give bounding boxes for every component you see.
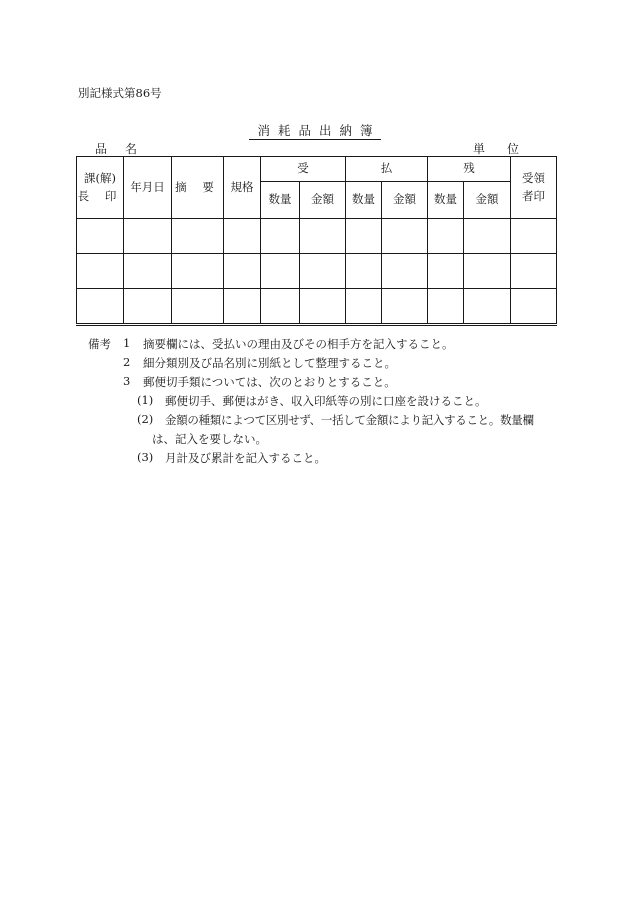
- header-pay-amount: 金額: [382, 182, 428, 219]
- header-section-head-line2: 長 印: [77, 188, 123, 203]
- header-receive-amount: 金額: [300, 182, 346, 219]
- note-2-text: 細分類別及び品名別に別紙として整理すること。: [143, 356, 396, 370]
- header-section-head: [77, 157, 124, 219]
- note-3-text: 郵便切手類については、次のとおりとすること。: [143, 375, 396, 389]
- table-row: [77, 289, 557, 325]
- note-1-number: 1: [123, 336, 131, 350]
- header-group-pay: 払: [346, 157, 428, 182]
- header-summary: 摘 要: [172, 157, 224, 219]
- form-number: 別記様式第86号: [78, 86, 162, 100]
- ledger-table: [76, 156, 557, 326]
- subnote-2-number: (2): [137, 412, 154, 426]
- note-3-number: 3: [123, 374, 131, 388]
- header-receiver: [511, 157, 557, 219]
- header-receiver-line1: 受領: [522, 171, 545, 186]
- subnote-1-number: (1): [137, 393, 154, 407]
- header-receiver-line2: 者印: [522, 188, 545, 203]
- subnote-3-number: (3): [137, 450, 154, 464]
- header-group-balance: 残: [428, 157, 511, 182]
- note-1-text: 摘要欄には、受払いの理由及びその相手方を記入すること。: [143, 337, 454, 351]
- table-row: [77, 219, 557, 254]
- table-row: [77, 254, 557, 289]
- page-title: [0, 121, 630, 139]
- header-date: 年月日: [124, 157, 172, 219]
- header-balance-qty: 数量: [428, 182, 464, 219]
- note-2-number: 2: [123, 355, 131, 369]
- item-name-label: 品名: [95, 142, 156, 156]
- header-spec: 規格: [224, 157, 261, 219]
- header-group-receive: 受: [261, 157, 346, 182]
- header-row-1: [77, 157, 557, 182]
- header-balance-amount: 金額: [464, 182, 511, 219]
- subnote-2-continuation: は、記入を要しない。: [152, 432, 267, 446]
- subnote-2-text: 金額の種類によつて区別せず、一括して金額により記入すること。数量欄: [165, 413, 534, 427]
- header-section-head-line1: 課(解): [84, 171, 116, 186]
- header-receive-qty: 数量: [261, 182, 300, 219]
- title-text: 消耗品出納簿: [249, 123, 380, 140]
- unit-label: 単位: [473, 142, 542, 156]
- header-pay-qty: 数量: [346, 182, 382, 219]
- notes-label: 備考: [88, 337, 111, 351]
- subnote-3-text: 月計及び累計を記入すること。: [165, 451, 326, 465]
- subnote-1-text: 郵便切手、郵便はがき、収入印紙等の別に口座を設けること。: [165, 394, 487, 408]
